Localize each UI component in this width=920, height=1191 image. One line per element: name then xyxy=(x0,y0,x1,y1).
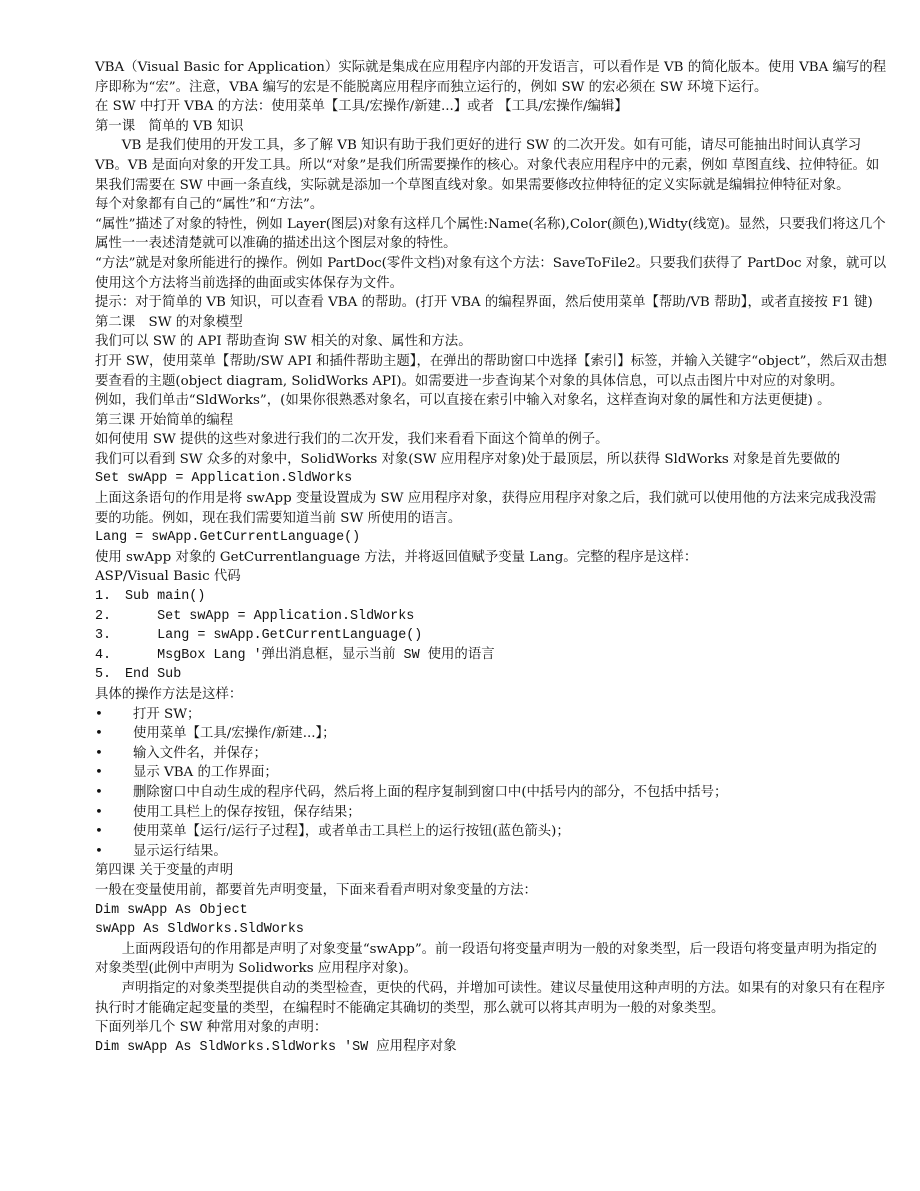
code-get-language: Lang = swApp.GetCurrentLanguage() xyxy=(95,530,361,546)
lesson-3-paragraph-3: 上面这条语句的作用是将 swApp 变量设置成为 SW 应用程序对象，获得应用程序对象之后，我们就可以使用他的方法来完成我没需要的功能。例如，现在我们需要知道当前 SW 所使用的语言。 xyxy=(95,491,877,526)
bullet-icon: • xyxy=(95,706,103,722)
code-line-number: 2. xyxy=(95,608,112,624)
intro-paragraph-1: VBA（Visual Basic for Application）实际就是集成在应用程序内部的开发语言，可以看作是 VB 的简化版本。使用 VBA 编写的程序即称为“宏”。注意，VBA 编写的宏是不能脱离应用程序而独立运行的，例如 SW 的宏必须在 SW 环境下运行。 xyxy=(95,60,887,95)
lesson-1-paragraph-4: “方法”就是对象所能进行的操作。例如 PartDoc(零件文档)对象有这个方法：SaveToFile2。只要我们获得了 PartDoc 对象，就可以使用这个方法将当前选择的曲面或实体保存为文件。 xyxy=(95,255,887,291)
bullet-icon: • xyxy=(95,784,103,800)
code-line-text: Lang = swApp.GetCurrentLanguage() xyxy=(125,628,423,644)
list-item-text: 输入文件名，并保存； xyxy=(133,745,267,761)
list-item-text: 显示运行结果。 xyxy=(133,843,227,859)
lesson-4-paragraph-4: 下面列举几个 SW 种常用对象的声明： xyxy=(95,1020,328,1036)
code-line xyxy=(95,665,887,685)
code-block-header: ASP/Visual Basic 代码 xyxy=(95,569,241,585)
bullet-icon: • xyxy=(95,745,103,761)
list-item-text: 使用菜单【运行/运行子过程】，或者单击工具栏上的运行按钮(蓝色箭头)； xyxy=(133,824,570,840)
list-item xyxy=(95,705,887,725)
lesson-1-title: 第一课 简单的 VB 知识 xyxy=(95,118,244,134)
code-dim-object: Dim swApp As Object xyxy=(95,902,248,918)
list-item-text: 打开 SW； xyxy=(133,706,201,722)
lesson-2-title: 第二课 SW 的对象模型 xyxy=(95,314,243,330)
lesson-4-paragraph-3: 声明指定的对象类型提供自动的类型检查，更快的代码，并增加可读性。建议尽量使用这种声明的方法。如果有的对象只有在程序执行时才能确定起变量的类型，在编程时不能确定其确切的类型，那么就可以将其声明为一般的对象类型。 xyxy=(95,980,886,1016)
bullet-icon: • xyxy=(95,843,103,859)
list-item-text: 使用菜单【工具/宏操作/新建...】； xyxy=(133,726,336,742)
lesson-2-paragraph-3: 例如，我们单击“SldWorks”，(如果你很熟悉对象名，可以直接在索引中输入对象名，这样查询对象的属性和方法更便捷) 。 xyxy=(95,393,831,409)
code-line-number: 4. xyxy=(95,647,112,663)
code-dim-sldworks: swApp As SldWorks.SldWorks xyxy=(95,922,304,938)
code-line-text: Set swApp = Application.SldWorks xyxy=(125,608,415,624)
code-line-text: End Sub xyxy=(125,667,182,683)
list-item-text: 使用工具栏上的保存按钮，保存结果； xyxy=(133,804,361,820)
code-dim-swapp-comment: Dim swApp As SldWorks.SldWorks 'SW 应用程序对象 xyxy=(95,1039,457,1055)
code-line xyxy=(95,607,887,627)
code-line-text: Sub main() xyxy=(125,589,206,605)
code-line xyxy=(95,626,887,646)
list-item xyxy=(95,783,887,803)
lesson-1-paragraph-1: VB 是我们使用的开发工具，多了解 VB 知识有助于我们更好的进行 SW 的二次开发。如有可能，请尽可能抽出时间认真学习 VB。VB 是面向对象的开发工具。所以“对象”是我们所需要操作的核心。对象代表应用程序中的元素，例如 草图直线、拉伸特征。如果我们需要在 SW 中画一条直线，实际就是添加一个草图直线对象。如果需要修改拉伸特征的定义实际就是编辑拉伸特征对象。 xyxy=(95,138,880,193)
code-line-number: 1. xyxy=(95,589,112,605)
code-line-text: MsgBox Lang '弹出消息框，显示当前 SW 使用的语言 xyxy=(125,647,495,663)
lesson-4-title: 第四课 关于变量的声明 xyxy=(95,863,234,879)
list-item xyxy=(95,744,887,764)
list-item xyxy=(95,842,887,862)
bullet-icon: • xyxy=(95,765,103,781)
lesson-1-paragraph-2: 每个对象都有自己的“属性”和“方法”。 xyxy=(95,197,324,213)
steps-intro: 具体的操作方法是这样： xyxy=(95,687,243,702)
list-item-text: 显示 VBA 的工作界面； xyxy=(133,765,278,781)
list-item xyxy=(95,763,887,783)
lesson-3-paragraph-4: 使用 swApp 对象的 GetCurrentlanguage 方法，并将返回值赋予变量 Lang。完整的程序是这样： xyxy=(95,549,698,565)
list-item-text: 删除窗口中自动生成的程序代码，然后将上面的程序复制到窗口中(中括号内的部分，不包括中括号； xyxy=(133,784,728,800)
code-line xyxy=(95,587,887,607)
bullet-icon: • xyxy=(95,824,103,840)
list-item xyxy=(95,822,887,842)
code-block xyxy=(95,587,887,685)
lesson-4-paragraph-2: 上面两段语句的作用都是声明了对象变量“swApp”。前一段语句将变量声明为一般的对象类型，后一段语句将变量声明为指定的对象类型(此例中声明为 Solidworks 应用程序对象)。 xyxy=(95,941,877,977)
lesson-4-paragraph-1: 一般在变量使用前，都要首先声明变量，下面来看看声明对象变量的方法： xyxy=(95,882,537,898)
code-set-swapp: Set swApp = Application.SldWorks xyxy=(95,471,353,487)
intro-paragraph-2: 在 SW 中打开 VBA 的方法：使用菜单【工具/宏操作/新建...】或者 【工具/宏操作/编辑】 xyxy=(95,99,628,115)
list-item xyxy=(95,803,887,823)
lesson-3-paragraph-2: 我们可以看到 SW 众多的对象中，SolidWorks 对象(SW 应用程序对象)处于最顶层，所以获得 SldWorks 对象是首先要做的 xyxy=(95,451,841,467)
code-line-number: 3. xyxy=(95,628,112,644)
code-line-number: 5. xyxy=(95,667,112,683)
document-page xyxy=(95,58,887,1057)
lesson-2-paragraph-1: 我们可以 SW 的 API 帮助查询 SW 相关的对象、属性和方法。 xyxy=(95,334,472,350)
bullet-icon: • xyxy=(95,804,103,820)
bullet-icon: • xyxy=(95,726,103,742)
lesson-2-paragraph-2: 打开 SW，使用菜单【帮助/SW API 和插件帮助主题】，在弹出的帮助窗口中选择【索引】标签，并输入关键字“object”，然后双击想要查看的主题(object diagram, SolidWorks API)。如需要进一步查询某个对象的具体信息，可以点击图片中对应的对象明。 xyxy=(95,353,887,389)
list-item xyxy=(95,724,887,744)
code-line xyxy=(95,646,887,666)
lesson-3-title: 第三课 开始简单的编程 xyxy=(95,412,234,428)
lesson-3-paragraph-1: 如何使用 SW 提供的这些对象进行我们的二次开发，我们来看看下面这个简单的例子。 xyxy=(95,432,609,448)
lesson-1-tip: 提示：对于简单的 VB 知识，可以查看 VBA 的帮助。(打开 VBA 的编程界面，然后使用菜单【帮助/VB 帮助】，或者直接按 F1 键) xyxy=(95,295,873,311)
steps-list xyxy=(95,705,887,862)
lesson-1-paragraph-3: “属性”描述了对象的特性，例如 Layer(图层)对象有这样几个属性:Name(名称),Color(颜色),Widty(线宽)。显然，只要我们将这几个属性一一表述清楚就可以准确的描述出这个图层对象的特性。 xyxy=(95,216,886,252)
